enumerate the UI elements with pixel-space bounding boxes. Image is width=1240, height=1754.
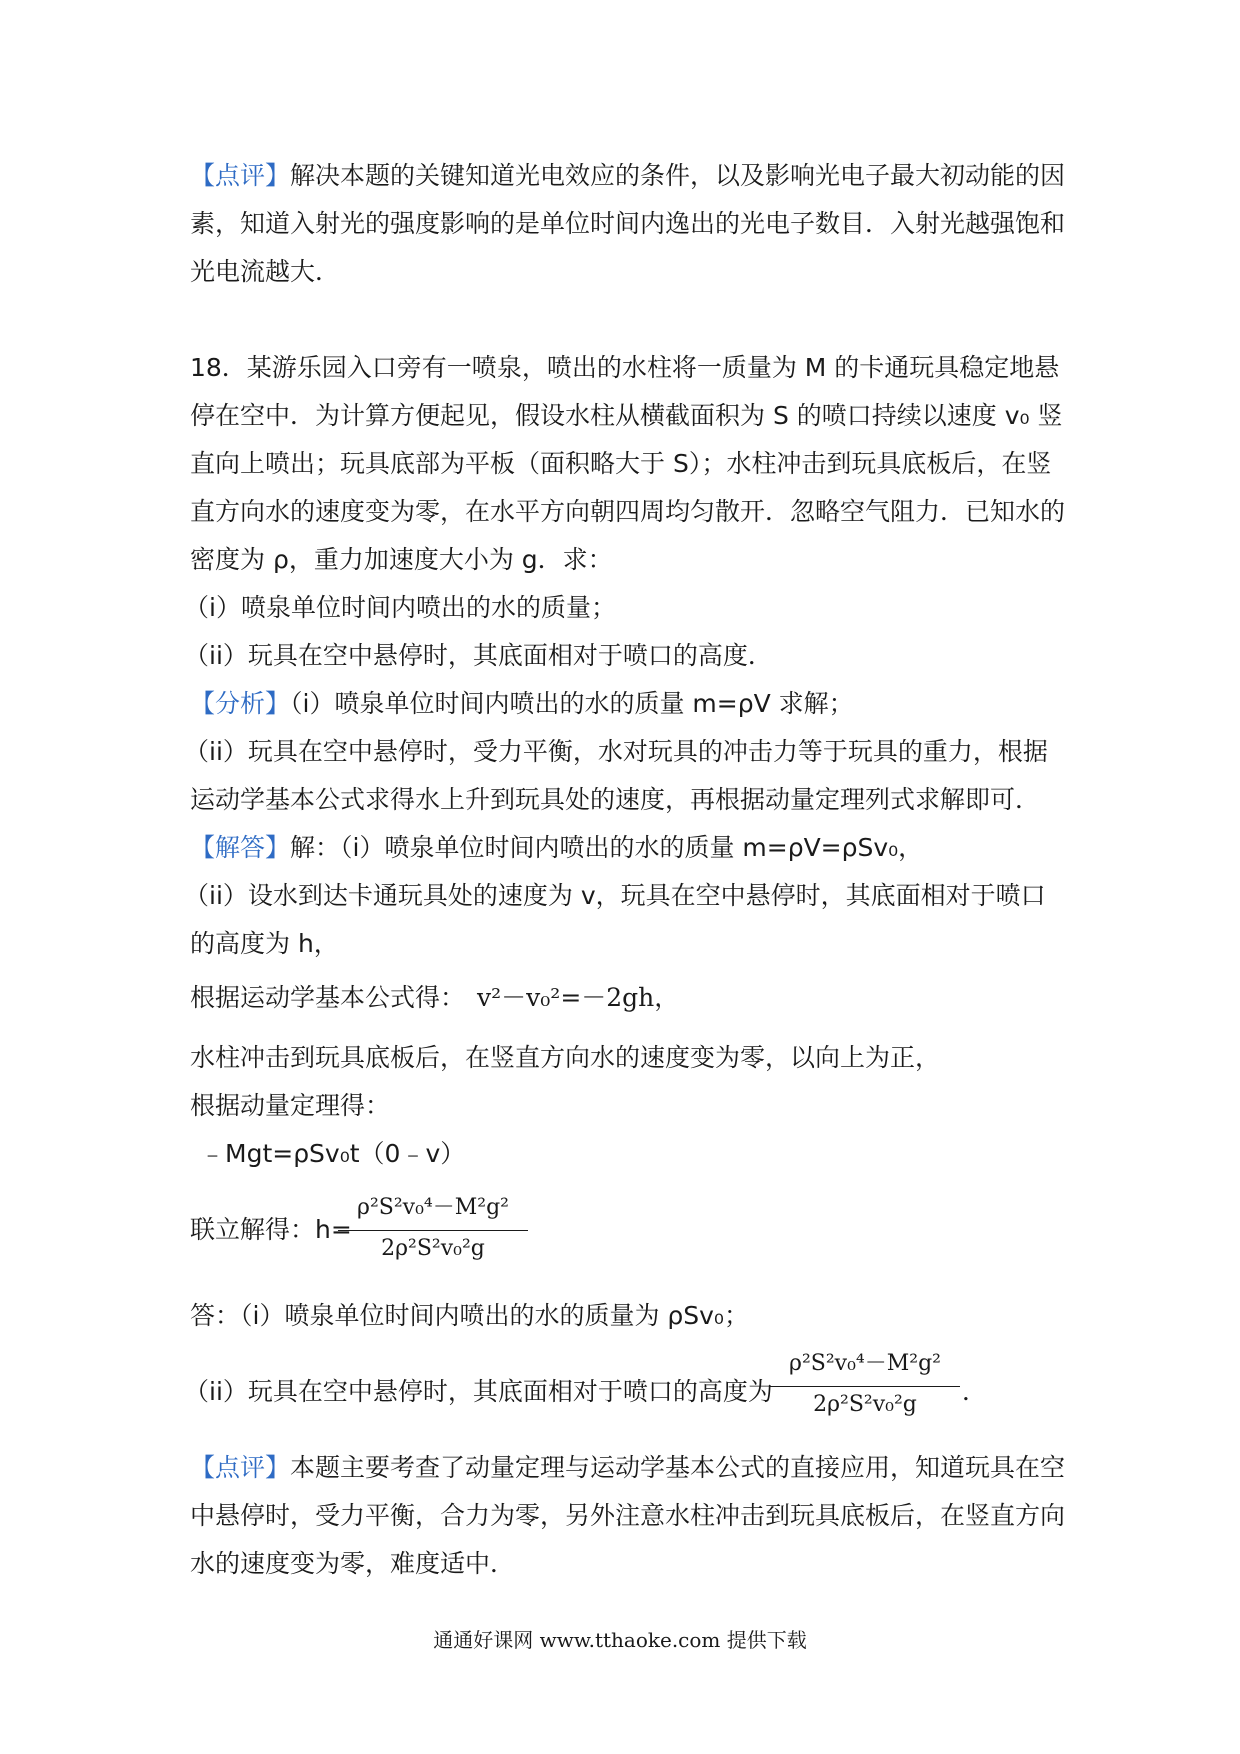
fraction-numerator: ρ²S²v₀⁴－M²g² xyxy=(357,1195,509,1220)
fraction-denominator: 2ρ²S²v₀²g xyxy=(381,1236,485,1261)
solve-label: 联立解得：h= xyxy=(190,1215,352,1244)
solution-line1: 【解答】解：（i）喷泉单位时间内喷出的水的质量 m=ρV=ρSv₀， xyxy=(190,833,924,862)
question-line4: 直方向水的速度变为零，在水平方向朝四周均匀散开．忽略空气阻力．已知水的 xyxy=(190,497,1066,526)
momentum-equation: ﹣Mgt=ρSv₀t（0﹣v） xyxy=(200,1139,466,1168)
solution-line3: 的高度为 h， xyxy=(190,929,339,958)
review-tag: 【点评】 xyxy=(190,161,291,190)
footer-download-note: 通通好课网 www.tthaoke.com 提供下载 xyxy=(433,1628,807,1652)
solution-tag: 【解答】 xyxy=(190,833,291,862)
height-fraction xyxy=(338,1190,528,1274)
analysis-tag: 【分析】 xyxy=(190,689,291,718)
answer-fraction-numerator: ρ²S²v₀⁴－M²g² xyxy=(789,1351,941,1376)
review2-line3: 水的速度变为零，难度适中． xyxy=(190,1549,516,1578)
analysis-line3: 运动学基本公式求得水上升到玩具处的速度，再根据动量定理列式求解即可． xyxy=(190,785,1041,814)
question-line2: 停在空中．为计算方便起见，假设水柱从横截面积为 S 的喷口持续以速度 v₀ 竖 xyxy=(190,401,1063,430)
answer2: （ii）玩具在空中悬停时，其底面相对于喷口的高度为 xyxy=(184,1377,773,1406)
question-line3: 直向上喷出；玩具底部为平板（面积略大于 S）；水柱冲击到玩具底板后，在竖 xyxy=(190,449,1052,478)
kinematics-line: 根据运动学基本公式得： v²－v₀²=－2gh， xyxy=(190,983,680,1012)
solution-line2: （ii）设水到达卡通玩具处的速度为 v，玩具在空中悬停时，其底面相对于喷口 xyxy=(184,881,1046,910)
fraction-bar xyxy=(338,1230,528,1231)
question-part1: （i）喷泉单位时间内喷出的水的质量； xyxy=(184,593,616,622)
answer-fraction-bar xyxy=(770,1386,960,1387)
analysis-line1: 【分析】（i）喷泉单位时间内喷出的水的质量 m=ρV 求解； xyxy=(190,689,854,718)
question-line1: 18．某游乐园入口旁有一喷泉，喷出的水柱将一质量为 M 的卡通玩具稳定地悬 xyxy=(190,353,1060,382)
answer2-period: ． xyxy=(962,1377,988,1406)
review1-line3: 光电流越大． xyxy=(190,257,341,286)
review2-tag: 【点评】 xyxy=(190,1453,291,1482)
review2-line1: 【点评】本题主要考查了动量定理与运动学基本公式的直接应用，知道玩具在空 xyxy=(190,1453,1066,1482)
review1-line2: 素，知道入射光的强度影响的是单位时间内逸出的光电子数目．入射光越强饱和 xyxy=(190,209,1066,238)
question-part2: （ii）玩具在空中悬停时，其底面相对于喷口的高度． xyxy=(184,641,773,670)
kinematics-equation: v²－v₀²=－2gh， xyxy=(477,983,680,1012)
answer-fraction-denominator: 2ρ²S²v₀²g xyxy=(813,1392,917,1417)
solution-line6: 根据动量定理得： xyxy=(190,1091,391,1120)
question-line5: 密度为 ρ，重力加速度大小为 g．求： xyxy=(190,545,613,574)
review1-line1: 【点评】解决本题的关键知道光电效应的条件，以及影响光电子最大初动能的因 xyxy=(190,161,1066,190)
answer1: 答：（i）喷泉单位时间内喷出的水的质量为 ρSv₀； xyxy=(190,1301,749,1330)
review2-line2: 中悬停时，受力平衡，合力为零，另外注意水柱冲击到玩具底板后，在竖直方向 xyxy=(190,1501,1066,1530)
analysis-line2: （ii）玩具在空中悬停时，受力平衡，水对玩具的冲击力等于玩具的重力，根据 xyxy=(184,737,1048,766)
answer-height-fraction xyxy=(770,1346,960,1430)
solution-line5: 水柱冲击到玩具底板后，在竖直方向水的速度变为零，以向上为正， xyxy=(190,1043,941,1072)
